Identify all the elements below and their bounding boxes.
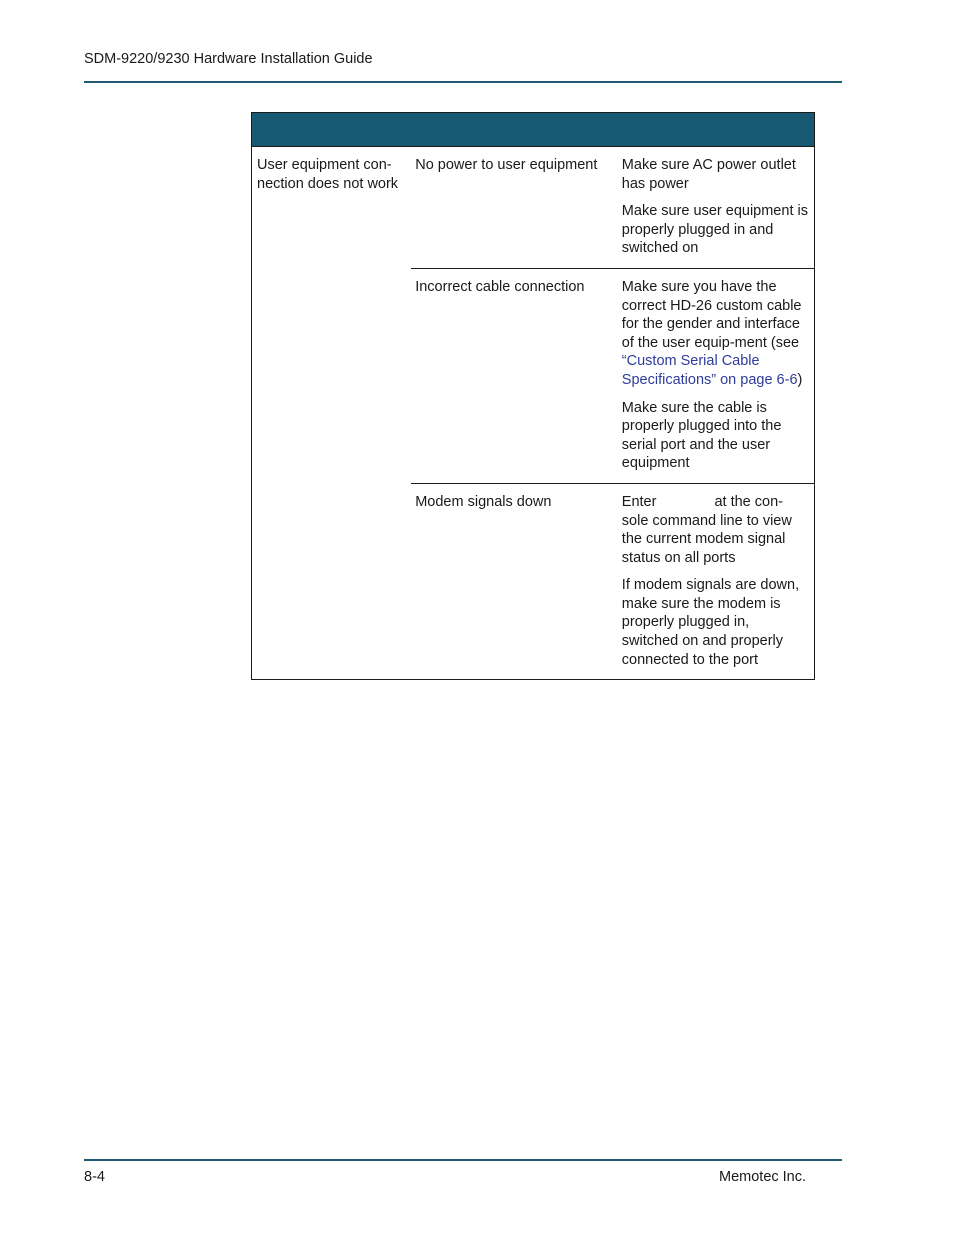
action-cell	[616, 483, 815, 679]
action-text-before-link: Make sure you have the correct HD-26 custom cable for the gender and interface of the user equip-ment (see	[621, 278, 802, 351]
page-number: 8-4	[84, 1169, 105, 1185]
action-text: Make sure user equipment is properly plugged in and switched on	[621, 203, 808, 257]
action-text-after-link: )	[797, 371, 803, 388]
action-cell	[616, 268, 815, 483]
problem-text: User equipment con-nection does not work	[257, 157, 399, 192]
action-text-after-command: at the con-sole command line to view the current modem signal status on all ports	[621, 493, 792, 566]
action-text	[622, 493, 808, 567]
running-header: SDM-9220/9230 Hardware Installation Guide	[84, 51, 373, 67]
cause-text: Incorrect cable connection	[415, 278, 585, 295]
cause-cell	[411, 483, 616, 679]
table-header-row	[252, 113, 815, 147]
table-header-bar	[252, 113, 815, 147]
cross-reference-link[interactable]: “Custom Serial Cable Specifications” on page 6-6	[621, 353, 798, 388]
action-text: Make sure the cable is properly plugged into the serial port and the user equipment	[621, 399, 782, 472]
company-name: Memotec Inc.	[719, 1169, 807, 1185]
action-cell	[616, 147, 815, 269]
header-rule	[84, 81, 842, 83]
action-text-before-command: Enter	[621, 493, 657, 510]
action-text: If modem signals are down, make sure the modem is properly plugged in, switched on and properly connected to the port	[621, 577, 800, 668]
troubleshooting-table	[251, 112, 815, 680]
action-text: Make sure AC power outlet has power	[621, 157, 796, 192]
footer-rule	[84, 1159, 842, 1161]
action-text	[622, 278, 808, 390]
table-row	[252, 147, 815, 269]
problem-cell	[252, 147, 412, 680]
cause-cell	[411, 147, 616, 269]
cause-cell	[411, 268, 616, 483]
cause-text: Modem signals down	[415, 493, 552, 510]
cause-text: No power to user equipment	[415, 157, 598, 173]
